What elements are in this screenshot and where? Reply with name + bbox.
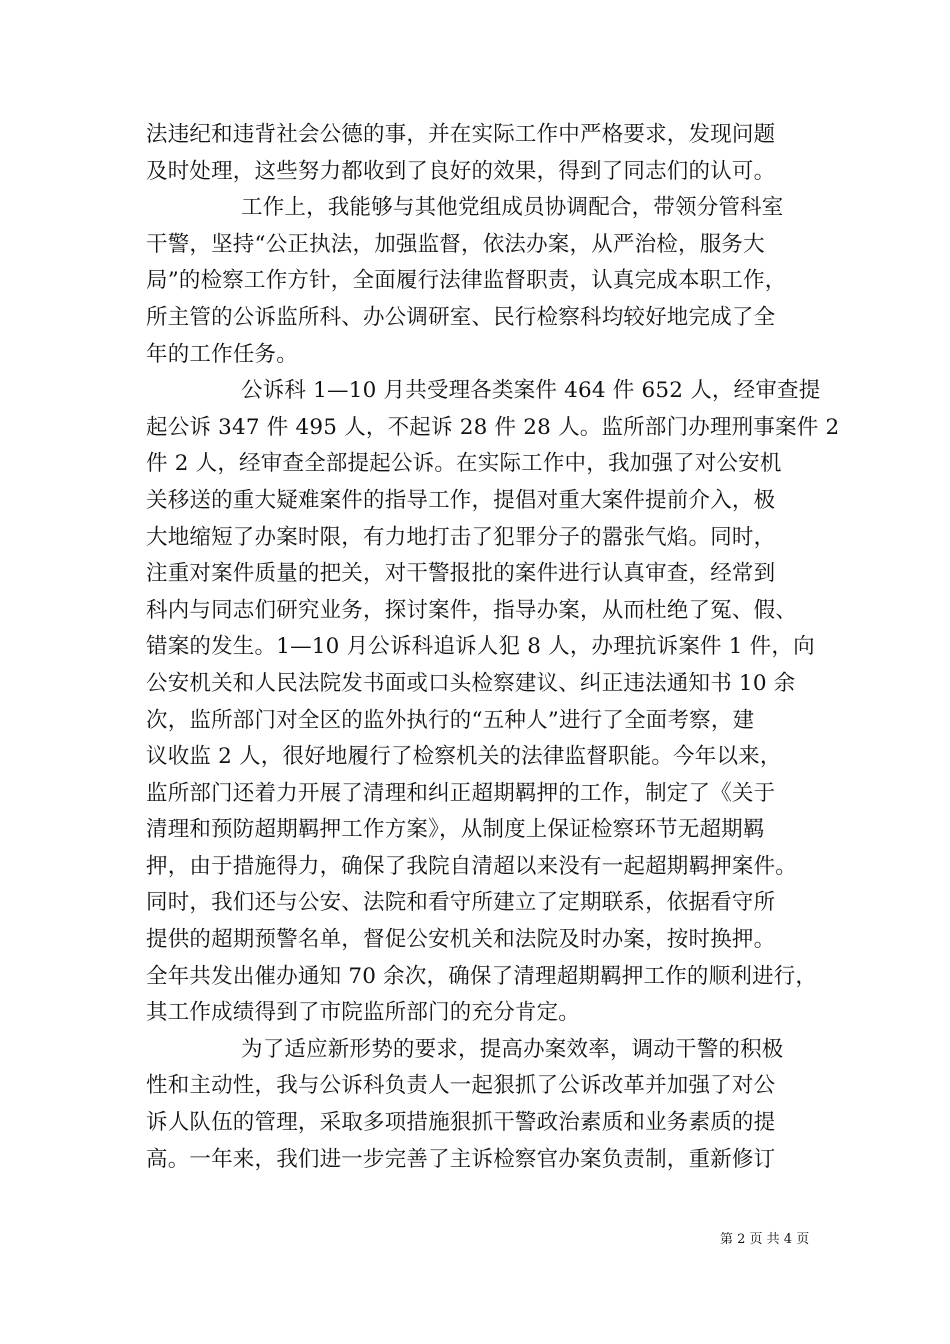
text-line: 注重对案件质量的把关，对干警报批的案件进行认真审查，经常到 [146, 561, 776, 587]
text-line: 大地缩短了办案时限，有力地打击了犯罪分子的嚣张气焰。同时， [146, 524, 776, 550]
text-line: 提供的超期预警名单，督促公安机关和法院及时办案，按时换押。 [146, 927, 776, 953]
text-line: 高。一年来，我们进一步完善了主诉检察官办案负责制，重新修订 [146, 1146, 776, 1172]
text-line: 所主管的公诉监所科、办公调研室、民行检察科均较好地完成了全 [146, 304, 776, 330]
text-line: 性和主动性，我与公诉科负责人一起狠抓了公诉改革并加强了对公 [146, 1073, 776, 1099]
text-line: 议收监 2 人，很好地履行了检察机关的法律监督职能。今年以来， [146, 744, 782, 770]
text-line: 干警，坚持“公正执法，加强监督，依法办案，从严治检，服务大 [146, 231, 765, 257]
text-line: 及时处理，这些努力都收到了良好的效果，得到了同志们的认可。 [146, 158, 776, 184]
text-line: 监所部门还着力开展了清理和纠正超期羁押的工作，制定了《关于 [146, 780, 776, 806]
text-line: 工作上，我能够与其他党组成员协调配合，带领分管科室 [241, 195, 784, 221]
text-line: 公诉科 1—10 月共受理各类案件 464 件 652 人，经审查提 [241, 378, 821, 404]
text-line: 错案的发生。1—10 月公诉科追诉人犯 8 人，办理抗诉案件 1 件，向 [146, 634, 815, 660]
text-line: 起公诉 347 件 495 人，不起诉 28 件 28 人。监所部门办理刑事案件 2 [146, 414, 840, 440]
text-line: 清理和预防超期羁押工作方案》，从制度上保证检察环节无超期羁 [146, 817, 765, 843]
text-line: 同时，我们还与公安、法院和看守所建立了定期联系，依据看守所 [146, 890, 776, 916]
text-line: 公安机关和人民法院发书面或口头检察建议、纠正违法通知书 10 余 [146, 670, 796, 696]
page-number: 第 2 页 共 4 页 [720, 1232, 810, 1247]
text-line: 法违纪和违背社会公德的事，并在实际工作中严格要求，发现问题 [146, 122, 776, 147]
text-line: 科内与同志们研究业务，探讨案件，指导办案，从而杜绝了冤、假、 [146, 597, 798, 623]
text-line: 诉人队伍的管理，采取多项措施狠抓干警政治素质和业务素质的提 [146, 1110, 776, 1136]
text-line: 关移送的重大疑难案件的指导工作，提倡对重大案件提前介入，极 [146, 487, 776, 513]
text-line: 其工作成绩得到了市院监所部门的充分肯定。 [146, 1000, 581, 1026]
text-line: 局”的检察工作方针，全面履行法律监督职责，认真完成本职工作， [146, 268, 787, 294]
text-line: 为了适应新形势的要求，提高办案效率，调动干警的积极 [241, 1036, 784, 1062]
text-line: 次，监所部门对全区的监外执行的“五种人”进行了全面考察，建 [146, 707, 755, 733]
text-line: 押，由于措施得力，确保了我院自清超以来没有一起超期羁押案件。 [146, 853, 798, 879]
text-line: 件 2 人，经审查全部提起公诉。在实际工作中，我加强了对公安机 [146, 451, 782, 477]
text-line: 全年共发出催办通知 70 余次，确保了清理超期羁押工作的顺利进行， [146, 963, 818, 989]
body-text [146, 117, 840, 1178]
text-line: 年的工作任务。 [146, 341, 298, 367]
